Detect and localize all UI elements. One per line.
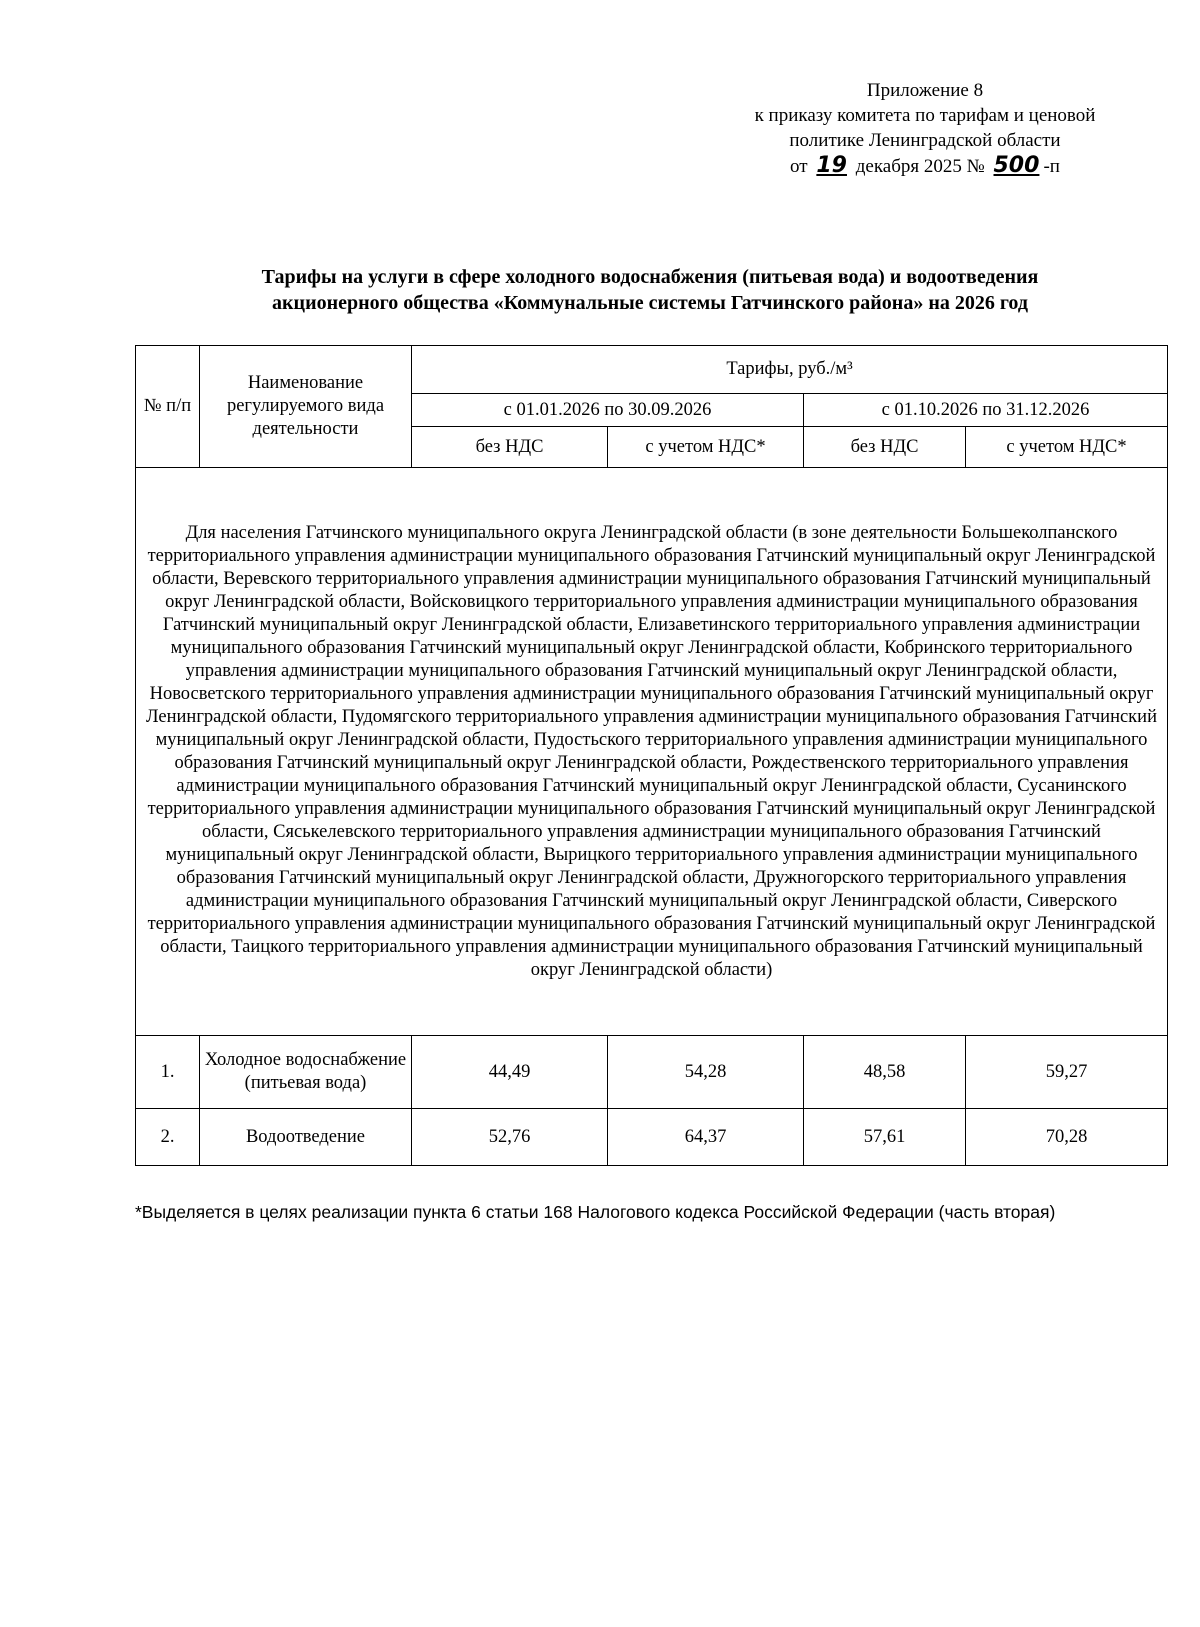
row-p1-no-vat: 52,76 [412, 1109, 608, 1166]
header-p1-with-vat: с учетом НДС* [608, 427, 804, 468]
handwritten-day: 19 [816, 153, 847, 178]
group-row [136, 468, 1168, 1036]
vat-footnote: *Выделяется в целях реализации пункта 6 статьи 168 Налогового кодекса Российской Федерации (часть вторая) [135, 1202, 1056, 1222]
consumer-group-description: Для населения Гатчинского муниципального округа Ленинградской области (в зоне деятельности Большеколпанского территориального управления администрации муниципального образования Гатчинский муниципальный округ Ленинградской области, Веревского территориального управления администрации муниципального образования Гатчинский муниципальный округ Ленинградской области, Войсковицкого территориального управления администрации муниципального образования Гатчинский муниципальный округ Ленинградской области, Елизаветинского территориального управления администрации муниципального образования Гатчинский муниципальный округ Ленинградской области, Кобринского территориального управления администрации муниципального образования Гатчинский муниципальный округ Ленинградской области, Новосветского территориального управления администрации муниципального образования Гатчинский муниципальный округ Ленинградской области, Пудомягского территориального управления администрации муниципального образования Гатчинский муниципальный округ Ленинградской области, Пудостьского территориального управления администрации муниципального образования Гатчинский муниципальный округ Ленинградской области, Рождественского территориального управления администрации муниципального образования Гатчинский муниципальный округ Ленинградской области, Сусанинского территориального управления администрации муниципального образования Гатчинский муниципальный округ Ленинградской области, Сяськелевского территориального управления администрации муниципального образования Гатчинский муниципальный округ Ленинградской области, Вырицкого территориального управления администрации муниципального образования Гатчинский муниципальный округ Ленинградской области, Дружногорского территориального управления администрации муниципального образования Гатчинский муниципальный округ Ленинградской области, Сиверского территориального управления администрации муниципального образования Гатчинский муниципальный округ Ленинградской области, Таицкого территориального управления администрации муниципального образования Гатчинский муниципальный округ Ленинградской области) [136, 468, 1168, 1036]
header-p2-no-vat: без НДС [804, 427, 966, 468]
appendix-order-ref: к приказу комитета по тарифам и ценовой [754, 105, 1096, 126]
row-p1-no-vat: 44,49 [412, 1036, 608, 1109]
date-prefix: от [790, 156, 808, 177]
appendix-number: Приложение 8 [866, 80, 984, 101]
appendix-committee: политике Ленинградской области [789, 130, 1061, 151]
row-p1-with-vat: 54,28 [608, 1036, 804, 1109]
header-p1-no-vat: без НДС [412, 427, 608, 468]
row-activity-name: Холодное водоснабжение (питьевая вода) [200, 1036, 412, 1109]
header-num: № п/п [136, 346, 200, 468]
row-p2-with-vat: 59,27 [966, 1036, 1168, 1109]
table-row [136, 1109, 1168, 1166]
header-tariffs: Тарифы, руб./м³ [412, 346, 1168, 394]
row-p1-with-vat: 64,37 [608, 1109, 804, 1166]
row-p2-no-vat: 57,61 [804, 1109, 966, 1166]
header-row-1 [136, 346, 1168, 394]
row-p2-with-vat: 70,28 [966, 1109, 1168, 1166]
row-p2-no-vat: 48,58 [804, 1036, 966, 1109]
order-suffix: -п [1043, 156, 1060, 177]
tariffs-table [135, 345, 1168, 1166]
header-p2-with-vat: с учетом НДС* [966, 427, 1168, 468]
date-rest: декабря 2025 № [855, 156, 985, 177]
header-period-2: с 01.10.2026 по 31.12.2026 [804, 394, 1168, 427]
row-num: 2. [136, 1109, 200, 1166]
title-line-2: акционерного общества «Коммунальные системы Гатчинского района» на 2026 год [272, 292, 1028, 314]
row-activity-name: Водоотведение [200, 1109, 412, 1166]
title-line-1: Тарифы на услуги в сфере холодного водоснабжения (питьевая вода) и водоотведения [261, 266, 1039, 288]
document-title [130, 264, 1170, 316]
handwritten-order-number: 500 [993, 153, 1040, 178]
row-num: 1. [136, 1036, 200, 1109]
header-activity-name: Наименование регулируемого вида деятельности [200, 346, 412, 468]
appendix-header [700, 78, 1150, 179]
appendix-date-line [700, 153, 1150, 179]
table-row [136, 1036, 1168, 1109]
header-period-1: с 01.01.2026 по 30.09.2026 [412, 394, 804, 427]
